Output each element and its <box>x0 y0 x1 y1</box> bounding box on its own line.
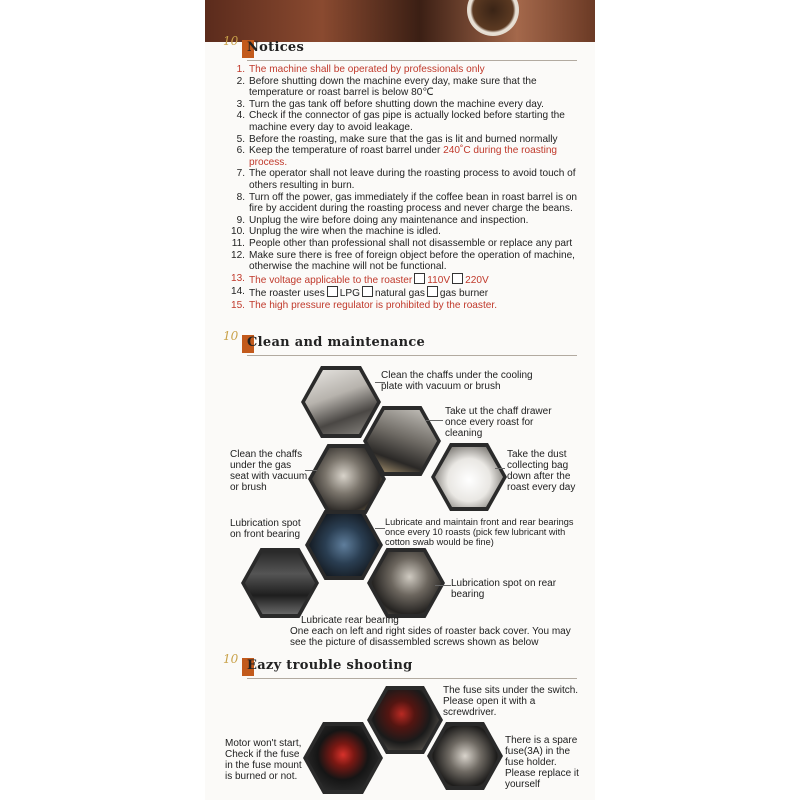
notice-item: 5. Before the roasting, make sure that the gas is lit and burned normally <box>236 133 558 145</box>
notice-item: 11. People other than professional shall not disassemble or replace any part <box>231 237 573 249</box>
divider <box>247 60 577 61</box>
callout-line <box>375 528 385 529</box>
clean-title: Clean and maintenance <box>247 335 426 350</box>
power-switch-photo <box>303 722 383 794</box>
notice-item: 10. Unplug the wire when the machine is idled. <box>230 226 441 238</box>
spare-fuse-photo <box>427 722 503 790</box>
notice-item: 2. Before shutting down the machine every day, make sure that the temperature or roast barrel is below 80℃ <box>236 75 537 99</box>
rear-bearing-photo <box>367 548 445 618</box>
header-banner <box>205 0 595 42</box>
callout-line <box>495 468 505 469</box>
dust-bag-caption: Take the dust collecting bag down after the roast every day <box>507 449 576 493</box>
spare-fuse-caption: There is a spare fuse(3A) in the fuse holder. Please replace it yourself <box>505 735 579 790</box>
notice-item: 4. Check if the connector of gas pipe is actually locked before starting the machine every day to avoid leakage. <box>236 110 565 133</box>
motor-caption: Motor won't start, Check if the fuse in the fuse mount is burned or not. <box>225 738 302 782</box>
logo-mark-icon: 10 <box>223 652 239 666</box>
dust-bag-photo <box>431 443 507 511</box>
checkbox-icon <box>452 273 463 284</box>
notices-list <box>223 64 588 311</box>
bearings-caption: Lubricate and maintain front and rear bearings once every 10 roasts (pick few lubricant with cotton swab would be fine) <box>385 517 574 548</box>
divider <box>247 678 577 679</box>
manual-column <box>205 0 595 800</box>
checkbox-icon <box>414 273 425 284</box>
fuse-caption: The fuse sits under the switch. Please open it with a screwdriver. <box>443 685 579 718</box>
coffee-cup-icon <box>467 0 519 36</box>
checkbox-icon <box>327 286 338 297</box>
trouble-title: Eazy trouble shooting <box>247 658 413 673</box>
fuse-switch-photo <box>367 686 443 754</box>
notice-item: 6. Keep the temperature of roast barrel under 240˚C during the roasting process. <box>236 145 558 168</box>
rear-bearing-title: Lubricate rear bearing <box>301 615 399 626</box>
callout-line <box>425 420 443 421</box>
notice-item: 8. Turn off the power, gas immediately if the coffee bean in roast barrel is on fire by accident during the roasting process and never charge the beans. <box>236 191 578 215</box>
notices-title: Notices <box>247 40 305 55</box>
notice-item: 13. The voltage applicable to the roaster 110V 220V <box>230 272 489 286</box>
notice-item: 14. The roaster uses LPG natural gas gas burner <box>230 286 489 300</box>
front-spot-caption: Lubrication spot on front bearing <box>230 518 301 540</box>
notice-item: 1. The machine shall be operated by professionals only <box>236 64 485 75</box>
checkbox-icon <box>362 286 373 297</box>
gas-seat-caption: Clean the chaffs under the gas seat with vacuum or brush <box>230 449 308 493</box>
rear-spot-caption: Lubrication spot on rear bearing <box>451 578 557 600</box>
cooling-plate-photo <box>301 366 381 438</box>
notice-item: 7. The operator shall not leave during the roasting process to avoid touch of others resulting in burn. <box>236 168 576 191</box>
rear-bearing-note: One each on left and right sides of roaster back cover. You may see the picture of disassembled screws shown as below <box>290 626 571 648</box>
notice-item: 3. Turn the gas tank off before shutting down the machine every day. <box>236 98 544 110</box>
checkbox-icon <box>427 286 438 297</box>
notice-item: 9. Unplug the wire before doing any maintenance and inspection. <box>236 214 529 226</box>
divider <box>247 355 577 356</box>
notice-item: 12. Make sure there is free of foreign object before the operation of machine, otherwise the machine will not be functional. <box>230 249 575 273</box>
front-bearing-photo <box>305 510 383 580</box>
notice-item: 15. The high pressure regulator is prohibited by the roaster. <box>230 299 497 311</box>
chaff-drawer-caption: Take ut the chaff drawer once every roast for cleaning <box>445 406 552 439</box>
cooling-plate-caption: Clean the chaffs under the cooling plate with vacuum or brush <box>381 370 533 392</box>
callout-line <box>435 585 451 586</box>
logo-mark-icon: 10 <box>223 34 239 48</box>
logo-mark-icon: 10 <box>223 329 239 343</box>
lubricate-photo <box>241 548 319 618</box>
